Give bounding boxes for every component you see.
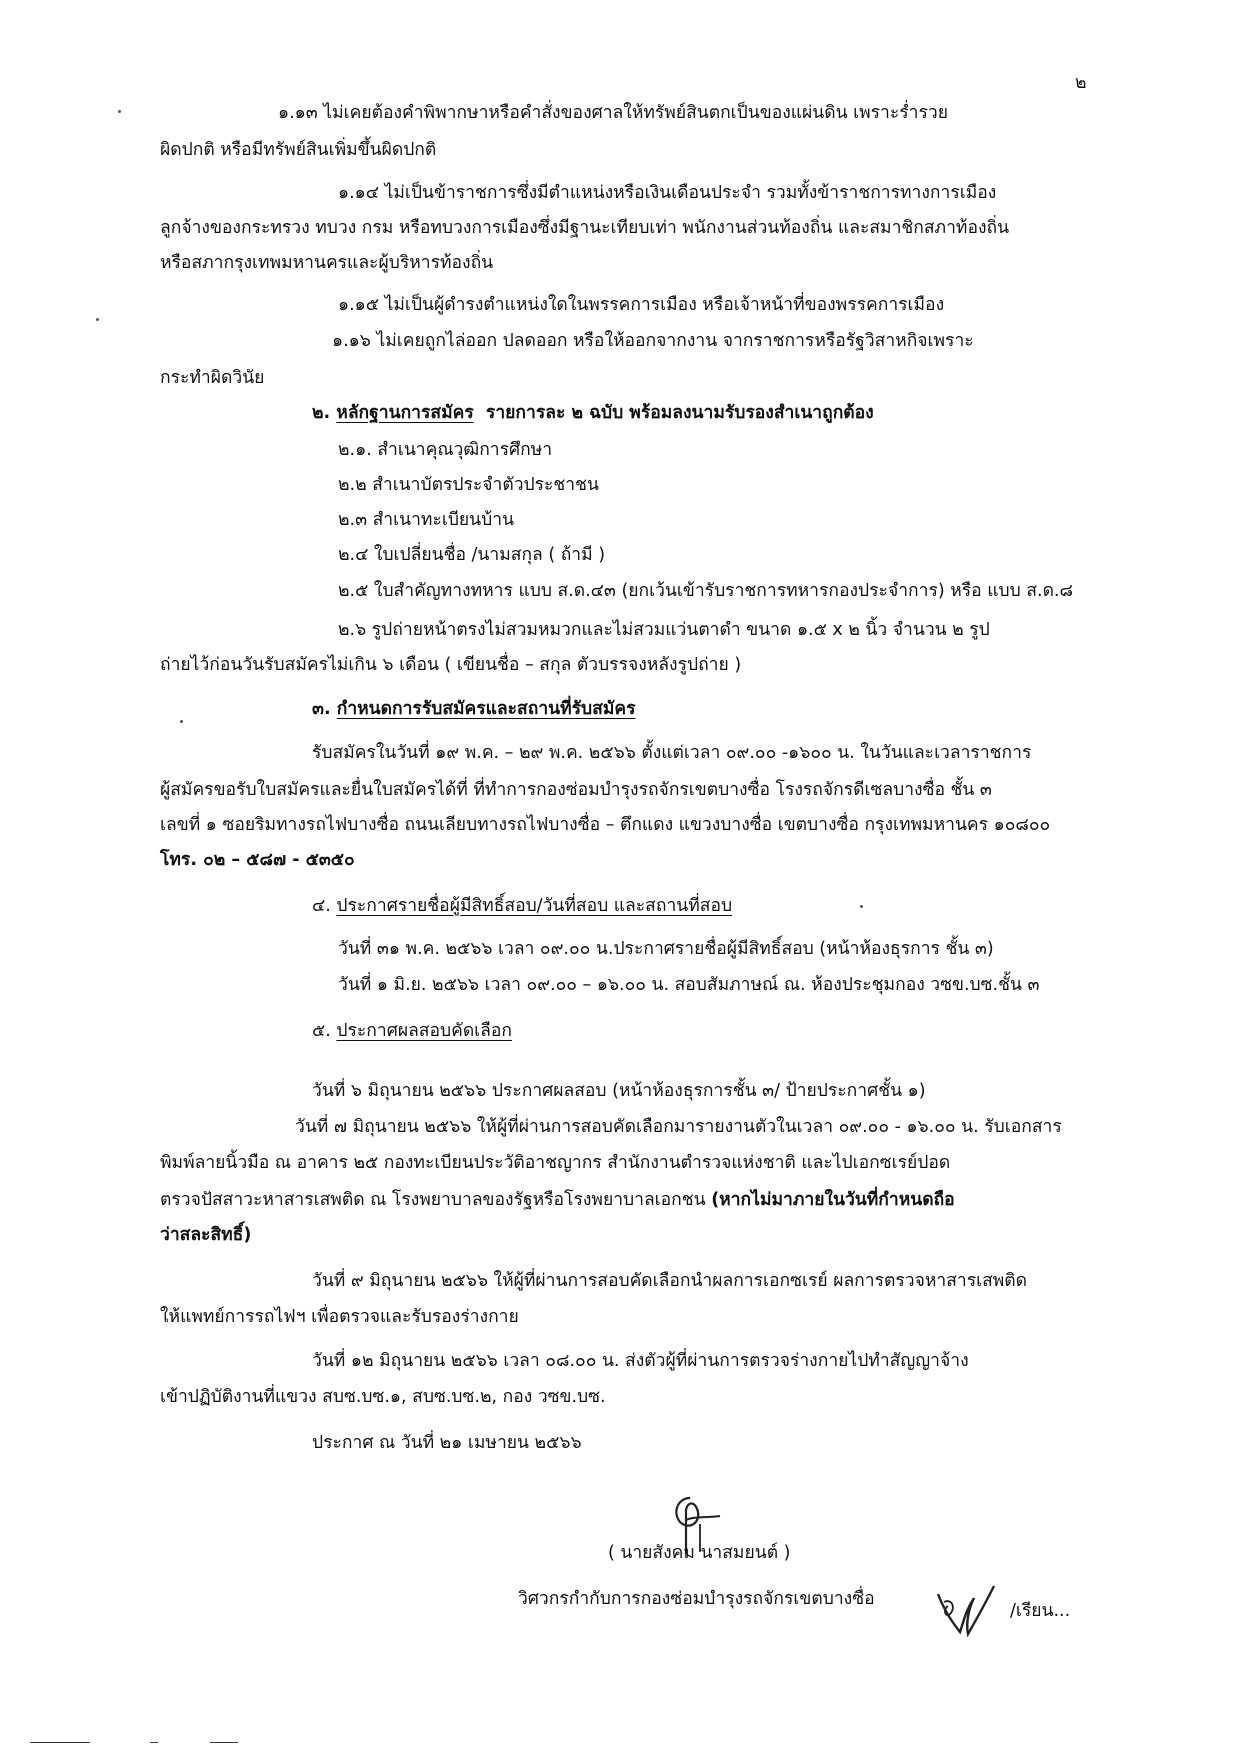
scan-edge-mark	[30, 1742, 90, 1743]
signatory-position: วิศวกรกำกับการกองซ่อมบำรุงรถจักรเขตบางซื่อ	[518, 1589, 875, 1609]
section-4-heading: ประกาศรายชื่อผู้มีสิทธิ์สอบ/วันที่สอบ และสถานที่สอบ	[336, 896, 733, 916]
section-2-rest: รายการละ ๒ ฉบับ พร้อมลงนามรับรองสำเนาถูกต้อง	[485, 403, 874, 423]
clause-1-13-line2: ผิดปกติ หรือมีทรัพย์สินเพิ่มขึ้นผิดปกติ	[160, 140, 437, 160]
section-5-number: ๕.	[312, 1021, 331, 1041]
section-3-number: ๓.	[312, 699, 331, 719]
scan-speck	[180, 720, 183, 723]
section-2-heading: หลักฐานการสมัคร	[336, 403, 474, 423]
section-2-item-3: ๒.๓ สำเนาทะเบียนบ้าน	[338, 510, 515, 530]
section-5-warning: (หากไม่มาภายในวันที่กำหนดถือ	[711, 1190, 955, 1210]
scan-speck	[860, 905, 863, 908]
clause-1-14-line1: ๑.๑๔ ไม่เป็นข้าราชการซึ่งมีตำแหน่งหรือเงินเดือนประจำ รวมทั้งข้าราชการทางการเมือง	[338, 183, 997, 203]
scan-edge-mark	[150, 1742, 158, 1743]
section-5-heading: ประกาศผลสอบคัดเลือก	[336, 1021, 512, 1041]
section-2-header	[312, 400, 874, 426]
signatory-name: ( นายสังคม นาสมยนต์ )	[608, 1543, 791, 1563]
section-5-header	[312, 1018, 512, 1044]
section-5-para2-line1: วันที่ ๗ มิถุนายน ๒๕๖๖ ให้ผู้ที่ผ่านการสอบคัดเลือกมารายงานตัวในเวลา ๐๙.๐๐ - ๑๖.๐๐ น. รับเอกสาร	[295, 1117, 1062, 1137]
section-5-warning-cont: ว่าสละสิทธิ์)	[160, 1225, 252, 1245]
section-5-para2-line3-text: ตรวจปัสสาวะหาสารเสพติด ณ โรงพยาบาลของรัฐหรือโรงพยาบาลเอกชน	[160, 1190, 712, 1210]
page-number: ๒	[1075, 73, 1087, 93]
section-5-para3-line1: วันที่ ๙ มิถุนายน ๒๕๖๖ ให้ผู้ที่ผ่านการสอบคัดเลือกนำผลการเอกซเรย์ ผลการตรวจหาสารเสพติด	[312, 1271, 1028, 1291]
section-5-para2-line3	[160, 1187, 955, 1213]
scan-speck	[96, 318, 99, 321]
section-5-para3-line2: ให้แพทย์การรถไฟฯ เพื่อตรวจและรับรองร่างกาย	[160, 1307, 519, 1327]
clause-1-14-line2: ลูกจ้างของกระทรวง ทบวง กรม หรือทบวงการเมืองซึ่งมีฐานะเทียบเท่า พนักงานส่วนท้องถิ่น และสมาชิกสภาท้องถิ่น	[160, 218, 1010, 238]
section-2-item-4: ๒.๔ ใบเปลี่ยนชื่อ /นามสกุล ( ถ้ามี )	[338, 545, 606, 565]
section-2-item-6-cont: ถ่ายไว้ก่อนวันรับสมัครไม่เกิน ๖ เดือน ( เขียนชื่อ – สกุล ตัวบรรจงหลังรูปถ่าย )	[160, 655, 742, 675]
section-3-line3: เลขที่ ๑ ซอยริมทางรถไฟบางซื่อ ถนนเลียบทางรถไฟบางซื่อ – ตึกแดง แขวงบางซื่อ เขตบางซื่อ กรุงเทพมหานคร ๑๐๘๐๐	[160, 815, 1051, 835]
section-2-number: ๒.	[312, 403, 331, 423]
clause-1-15: ๑.๑๕ ไม่เป็นผู้ดำรงตำแหน่งใดในพรรคการเมือง หรือเจ้าหน้าที่ของพรรคการเมือง	[338, 295, 945, 315]
section-2-item-1: ๒.๑. สำเนาคุณวุฒิการศึกษา	[338, 440, 553, 460]
announcement-date: ประกาศ ณ วันที่ ๒๑ เมษายน ๒๕๖๖	[312, 1433, 582, 1453]
section-3-header	[312, 696, 636, 722]
section-3-line2: ผู้สมัครขอรับใบสมัครและยื่นใบสมัครได้ที่ ที่ทำการกองซ่อมบำรุงรถจักรเขตบางซื่อ โรงรถจักรดีเซลบางซื่อ ชั้น ๓	[160, 780, 992, 800]
section-5-para4-line2: เข้าปฏิบัติงานที่แขวง สบซ.บซ.๑, สบซ.บซ.๒, กอง วซข.บซ.	[160, 1387, 606, 1407]
section-4-line2: วันที่ ๑ มิ.ย. ๒๕๖๖ เวลา ๐๙.๐๐ – ๑๖.๐๐ น. สอบสัมภาษณ์ ณ. ห้องประชุมกอง วซข.บซ.ชั้น ๓	[338, 975, 1040, 995]
section-4-line1: วันที่ ๓๑ พ.ค. ๒๕๖๖ เวลา ๐๙.๐๐ น.ประกาศรายชื่อผู้มีสิทธิ์สอบ (หน้าห้องธุรการ ชั้น ๓)	[338, 939, 994, 959]
section-4-number: ๔.	[312, 896, 331, 916]
section-3-phone: โทร. ๐๒ – ๕๘๗ - ๕๓๕๐	[160, 850, 355, 870]
initials-mark	[930, 1580, 1000, 1640]
section-5-para2-line2: พิมพ์ลายนิ้วมือ ณ อาคาร ๒๕ กองทะเบียนประวัติอาชญากร สำนักงานตำรวจแห่งชาติ และไปเอกซเรย์ปอด	[160, 1153, 951, 1173]
scan-edge-mark	[210, 1742, 238, 1743]
section-5-para4-line1: วันที่ ๑๒ มิถุนายน ๒๕๖๖ เวลา ๐๘.๐๐ น. ส่งตัวผู้ที่ผ่านการตรวจร่างกายไปทำสัญญาจ้าง	[312, 1351, 969, 1371]
section-2-item-6: ๒.๖ รูปถ่ายหน้าตรงไม่สวมหมวกและไม่สวมแว่นตาดำ ขนาด ๑.๕ x ๒ นิ้ว จำนวน ๒ รูป	[338, 620, 990, 640]
section-2-item-2: ๒.๒ สำเนาบัตรประจำตัวประชาชน	[338, 475, 599, 495]
scan-speck	[118, 110, 121, 113]
clause-1-14-line3: หรือสภากรุงเทพมหานครและผู้บริหารท้องถิ่น	[160, 253, 494, 273]
continuation-marker: /เรียน...	[1010, 1601, 1071, 1621]
clause-1-16-line2: กระทำผิดวินัย	[160, 368, 265, 388]
section-4-header	[312, 893, 732, 919]
section-3-line1: รับสมัครในวันที่ ๑๙ พ.ค. – ๒๙ พ.ค. ๒๕๖๖ ตั้งแต่เวลา ๐๙.๐๐ -๑๖๐๐ น. ในวันและเวลาราชการ	[312, 743, 1032, 763]
section-5-para1: วันที่ ๖ มิถุนายน ๒๕๖๖ ประกาศผลสอบ (หน้าห้องธุรการชั้น ๓/ ป้ายประกาศชั้น ๑)	[312, 1081, 926, 1101]
clause-1-16-line1: ๑.๑๖ ไม่เคยถูกไล่ออก ปลดออก หรือให้ออกจากงาน จากราชการหรือรัฐวิสาหกิจเพราะ	[332, 331, 974, 351]
section-3-heading: กำหนดการรับสมัครและสถานที่รับสมัคร	[336, 699, 636, 719]
clause-1-13-line1: ๑.๑๓ ไม่เคยต้องคำพิพากษาหรือคำสั่งของศาลให้ทรัพย์สินตกเป็นของแผ่นดิน เพราะร่ำรวย	[278, 103, 948, 123]
section-2-item-5: ๒.๕ ใบสำคัญทางทหาร แบบ ส.ด.๔๓ (ยกเว้นเข้ารับราชการทหารกองประจำการ) หรือ แบบ ส.ด.๘	[338, 581, 1073, 601]
